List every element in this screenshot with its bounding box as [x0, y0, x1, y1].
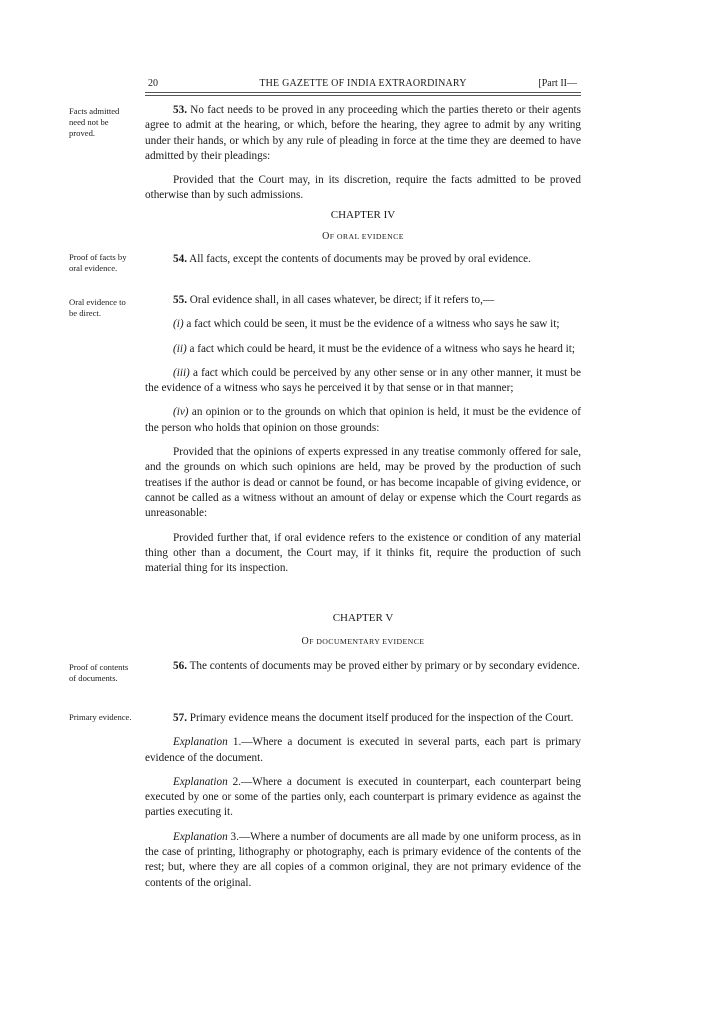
- explanation-3: [145, 830, 581, 891]
- section-57: [145, 711, 581, 891]
- page-number: 20: [148, 78, 158, 89]
- clause-ii: [145, 342, 581, 357]
- explanation-1: [145, 735, 581, 766]
- clause-text: a fact which could be seen, it must be the evidence of a witness who says he saw it;: [183, 318, 560, 331]
- section-text: All facts, except the contents of documents may be proved by oral evidence.: [189, 253, 531, 265]
- part-label: [Part II—: [538, 78, 577, 89]
- explanation-label: Explanation: [173, 736, 228, 749]
- chapter-subtitle-initial: O: [322, 231, 330, 242]
- chapter-heading: CHAPTER V: [332, 612, 394, 624]
- chapter-subtitle: [145, 634, 581, 649]
- chapter-heading: CHAPTER IV: [330, 209, 396, 221]
- side-note-55: Oral evidence to be direct.: [69, 297, 126, 318]
- explanation-label: Explanation: [173, 775, 228, 788]
- explanation-2: [145, 775, 581, 821]
- section-55: [145, 293, 581, 576]
- chapter-subtitle: [145, 229, 581, 244]
- clause-iii: [145, 366, 581, 397]
- clause-text: an opinion or to the grounds on which that opinion is held, it must be the evidence of the person who holds that opinion on those grounds:: [145, 406, 581, 434]
- section-number: 53.: [173, 104, 187, 116]
- section-56: [145, 659, 581, 674]
- chapter-subtitle-rest: F DOCUMENTARY EVIDENCE: [309, 637, 425, 646]
- gazette-title: THE GAZETTE OF INDIA EXTRAORDINARY: [259, 78, 467, 89]
- clause-text: a fact which could be heard, it must be the evidence of a witness who says he heard it;: [186, 342, 576, 355]
- proviso: Provided that the opinions of experts expressed in any treatise commonly offered for sale, and the grounds on which such opinions are held, may be proved by the production of such treatises if the author is dead or cannot be found, or has become incapable of giving evidence, or cannot be called as a witness without an amount of delay or expense which the Court regards as unreasonable:: [145, 446, 581, 520]
- section-54: [145, 252, 581, 267]
- clause-i: [145, 317, 581, 332]
- clause-label: (iii): [173, 366, 190, 379]
- explanation-text: 3.—Where a number of documents are all made by one uniform process, as in the case of printing, lithography or photography, each is primary evidence of the contents of the rest; but, where they are all copies of a common original, they are not primary evidence of the contents of the original.: [145, 830, 581, 889]
- proviso: Provided that the Court may, in its discretion, require the facts admitted to be proved otherwise than by such admissions.: [145, 174, 581, 202]
- clause-iv: [145, 405, 581, 436]
- side-note-56: Proof of contents of documents.: [69, 662, 129, 683]
- clause-label: (ii): [173, 342, 187, 355]
- section-text: Oral evidence shall, in all cases whatever, be direct; if it refers to,—: [189, 294, 495, 306]
- explanation-label: Explanation: [173, 830, 228, 843]
- side-note-54: Proof of facts by oral evidence.: [69, 252, 127, 273]
- section-number: 56.: [173, 660, 187, 672]
- header-rule: [145, 92, 581, 93]
- section-53: [145, 103, 581, 204]
- section-text: Primary evidence means the document itself produced for the inspection of the Court.: [189, 712, 574, 724]
- explanation-text: 1.—Where a document is executed in several parts, each part is primary evidence of the document.: [145, 736, 581, 764]
- clause-label: (i): [173, 318, 184, 331]
- section-text: No fact needs to be proved in any proceeding which the parties thereto or their agents agree to admit at the hearing, or which, before the hearing, they agree to admit by any writing under their hands, or which by any rule of pleading in force at the time they are deemed to have admitted by their pleadings:: [145, 104, 581, 162]
- section-number: 54.: [173, 253, 187, 265]
- section-number: 55.: [173, 294, 187, 306]
- proviso: Provided further that, if oral evidence refers to the existence or condition of any material thing other than a document, the Court may, if it thinks fit, require the production of such material thing for its inspection.: [145, 531, 581, 575]
- clause-label: (iv): [173, 406, 189, 419]
- chapter-subtitle-rest: F ORAL EVIDENCE: [329, 232, 404, 241]
- section-number: 57.: [173, 712, 187, 724]
- clause-text: a fact which could be perceived by any other sense or in any other manner, it must be the evidence of a witness who says he perceived it by that sense or in that manner;: [145, 366, 581, 395]
- side-note-57: Primary evidence.: [69, 712, 132, 722]
- explanation-text: 2.—Where a document is executed in counterpart, each counterpart being executed by one or some of the parties only, each counterpart is primary evidence as against the parties executing it.: [145, 775, 581, 819]
- header-rule: [145, 95, 581, 96]
- chapter-subtitle-initial: O: [301, 636, 310, 647]
- section-text: The contents of documents may be proved either by primary or by secondary evidence.: [189, 660, 580, 672]
- side-note-53: Facts admitted need not be proved.: [69, 106, 120, 138]
